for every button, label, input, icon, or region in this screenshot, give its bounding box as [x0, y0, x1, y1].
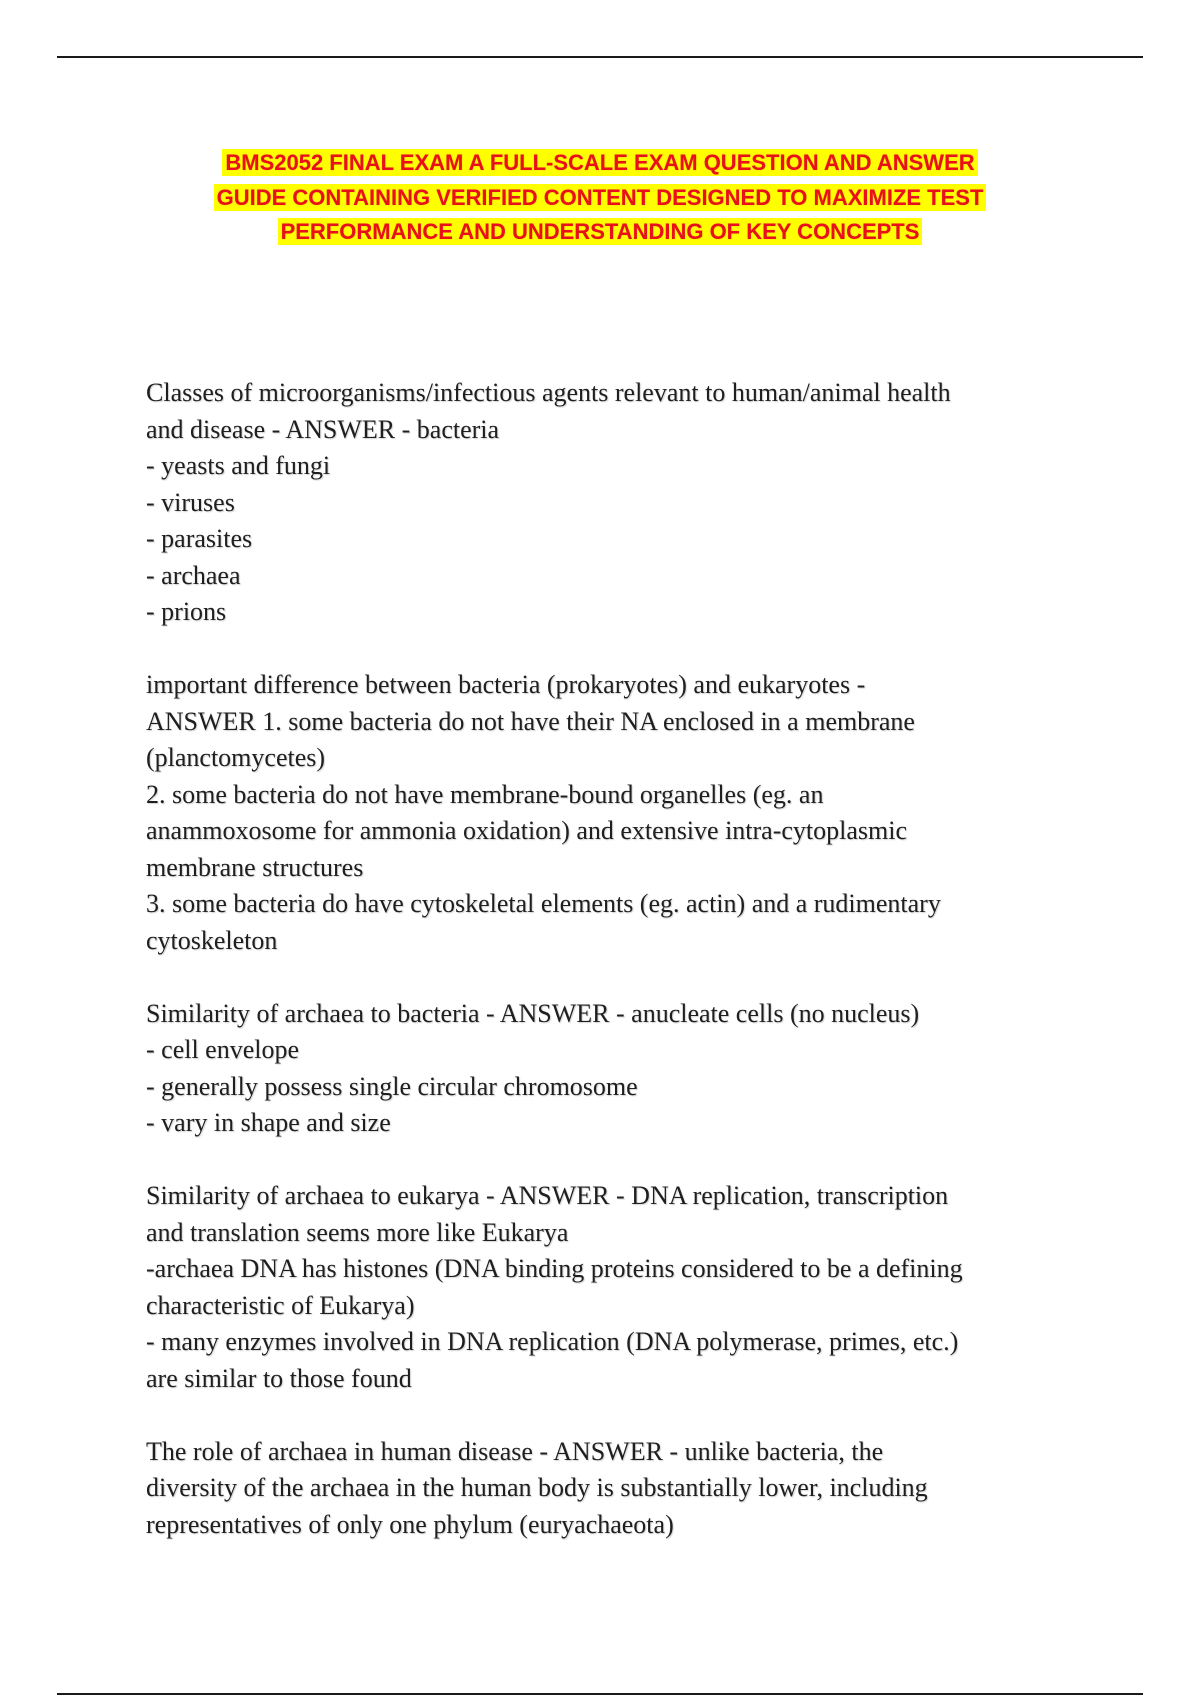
title-line: PERFORMANCE AND UNDERSTANDING OF KEY CONCEPTS [278, 218, 923, 245]
document-title [120, 146, 1080, 250]
text-line: anammoxosome for ammonia oxidation) and extensive intra-cytoplasmic [146, 816, 908, 845]
text-line: - yeasts and fungi [146, 451, 331, 480]
text-line: - vary in shape and size [146, 1108, 391, 1137]
top-rule [57, 56, 1143, 58]
qa-block-archaea-human-disease [146, 1434, 1046, 1544]
title-line: BMS2052 FINAL EXAM A FULL-SCALE EXAM QUESTION AND ANSWER [222, 149, 977, 176]
text-line: Similarity of archaea to eukarya - ANSWER - DNA replication, transcription [146, 1181, 949, 1210]
text-line: - parasites [146, 524, 253, 553]
text-line: - many enzymes involved in DNA replication (DNA polymerase, primes, etc.) [146, 1327, 959, 1356]
qa-block-microorganism-classes [146, 375, 1046, 631]
text-line: - generally possess single circular chromosome [146, 1071, 638, 1101]
text-line: cytoskeleton [146, 925, 278, 955]
text-line: Classes of microorganisms/infectious agents relevant to human/animal health [146, 378, 951, 407]
text-line: Similarity of archaea to bacteria - ANSWER - anucleate cells (no nucleus) [146, 998, 920, 1028]
title-line: GUIDE CONTAINING VERIFIED CONTENT DESIGNED TO MAXIMIZE TEST [214, 184, 987, 211]
text-line: - cell envelope [146, 1035, 300, 1064]
text-line: 3. some bacteria do have cytoskeletal elements (eg. actin) and a rudimentary [146, 889, 941, 918]
text-line: The role of archaea in human disease - ANSWER - unlike bacteria, the [146, 1436, 884, 1466]
text-line: and translation seems more like Eukarya [146, 1217, 569, 1247]
text-line: - prions [146, 597, 227, 626]
text-line: - archaea [146, 560, 241, 590]
text-line: (planctomycetes) [146, 743, 326, 772]
text-line: diversity of the archaea in the human body is substantially lower, including [146, 1473, 928, 1502]
qa-block-archaea-eukarya-similarity [146, 1178, 1046, 1397]
qa-block-prokaryote-eukaryote-difference [146, 667, 1046, 959]
text-line: -archaea DNA has histones (DNA binding proteins considered to be a defining [146, 1254, 963, 1283]
text-line: are similar to those found [146, 1363, 412, 1393]
text-line: representatives of only one phylum (euryachaeota) [146, 1509, 674, 1539]
qa-block-archaea-bacteria-similarity [146, 996, 1046, 1142]
text-line: 2. some bacteria do not have membrane-bound organelles (eg. an [146, 779, 824, 809]
text-line: important difference between bacteria (prokaryotes) and eukaryotes - [146, 670, 866, 699]
text-line: - viruses [146, 487, 235, 517]
text-line: ANSWER 1. some bacteria do not have their NA enclosed in a membrane [146, 706, 915, 736]
text-line: and disease - ANSWER - bacteria [146, 414, 500, 444]
bottom-rule [57, 1693, 1143, 1695]
text-line: membrane structures [146, 852, 364, 882]
qa-content [146, 375, 1046, 1580]
text-line: characteristic of Eukarya) [146, 1290, 415, 1320]
